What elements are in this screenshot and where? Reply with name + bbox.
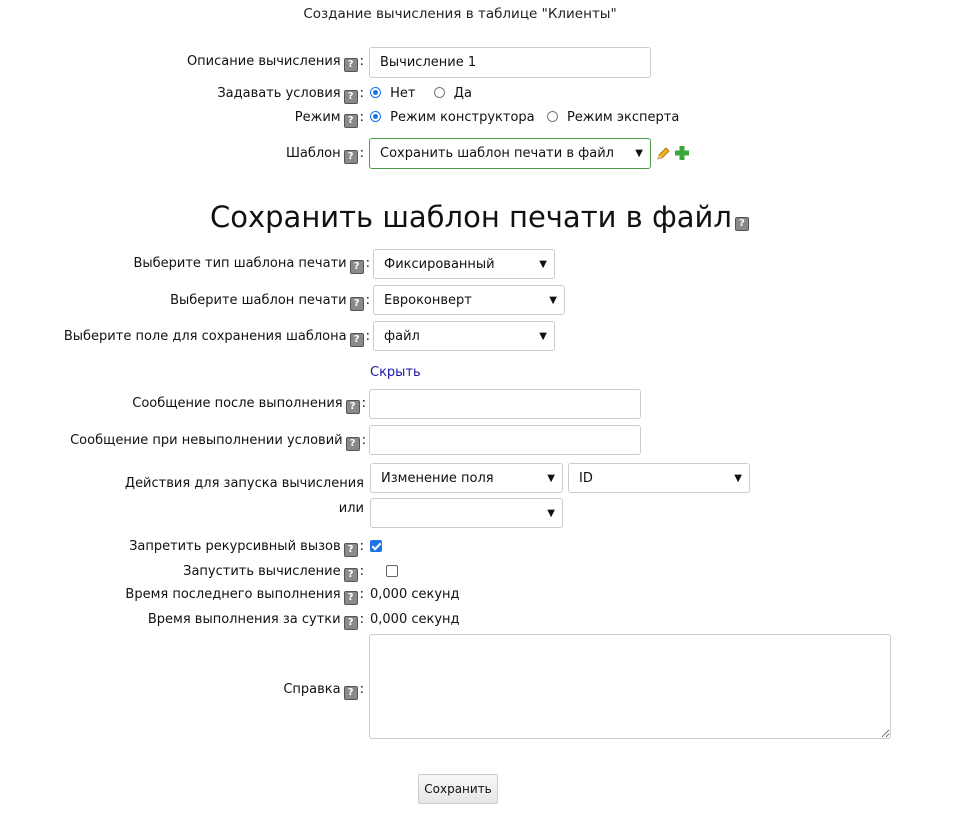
print-template-label-row: Выберите шаблон печати ? : [170,293,370,309]
msg-after-label-row: Сообщение после выполнения ? : [132,396,366,412]
page-title: Создание вычисления в таблице "Клиенты" [303,6,617,22]
print-template-select[interactable] [373,285,565,315]
description-label-row: Описание вычисления ? : [186,54,364,70]
no-recursive-checkbox[interactable] [370,540,382,552]
save-button[interactable]: Сохранить [418,774,498,804]
hide-link[interactable]: Скрыть [370,365,421,380]
trigger-second-select[interactable] [370,498,563,528]
day-time-label: Время выполнения за сутки [147,612,341,627]
help-icon[interactable]: ? [350,333,364,347]
print-type-label: Выберите тип шаблона печати [133,256,347,271]
mode-radio-group [370,110,679,125]
print-type-value: Фиксированный [384,256,495,272]
last-time-label: Время последнего выполнения [125,587,341,602]
msg-fail-label-row: Сообщение при невыполнении условий ? : [70,433,366,449]
trigger-action-select[interactable] [370,463,563,493]
help-icon[interactable]: ? [344,591,358,605]
no-recursive-label-row: Запретить рекурсивный вызов ? : [129,539,364,555]
day-time-label-row: Время выполнения за сутки ? : [147,612,364,628]
trigger-field-value: ID [579,470,593,486]
no-recursive-label: Запретить рекурсивный вызов [129,539,341,554]
msg-fail-input[interactable] [369,425,641,455]
trigger-action-value: Изменение поля [381,470,494,486]
help-icon[interactable]: ? [344,90,358,104]
mode-constructor-radio[interactable] [370,111,381,122]
chevron-down-icon: ▼ [539,330,547,342]
help-icon[interactable]: ? [344,58,358,72]
help-icon[interactable]: ? [350,297,364,311]
trigger-field-select[interactable] [568,463,750,493]
last-time-label-row: Время последнего выполнения ? : [125,587,364,603]
save-field-label-row: Выберите поле для сохранения шаблона ? : [63,329,370,345]
print-type-label-row: Выберите тип шаблона печати ? : [133,256,370,272]
print-template-label: Выберите шаблон печати [170,293,347,308]
help-icon[interactable]: ? [344,616,358,630]
run-calc-label-row: Запустить вычисление ? : [183,564,364,580]
chevron-down-icon: ▼ [734,472,742,484]
msg-after-label: Сообщение после выполнения [132,396,343,411]
mode-label-row: Режим ? : [294,110,364,126]
description-label: Описание вычисления [186,54,341,69]
or-label: или [338,501,364,516]
help-text-label-row: Справка ? : [283,682,364,698]
help-icon[interactable]: ? [344,114,358,128]
chevron-down-icon: ▼ [547,472,555,484]
help-icon[interactable]: ? [735,217,749,231]
description-input[interactable] [369,47,651,78]
conditions-no-radio[interactable] [370,87,381,98]
template-label-row: Шаблон ? : [285,146,364,162]
run-calc-label: Запустить вычисление [183,564,341,579]
plus-icon[interactable] [674,145,690,161]
template-label: Шаблон [285,146,341,161]
pencil-icon[interactable] [655,146,671,162]
help-icon[interactable]: ? [344,543,358,557]
help-icon[interactable]: ? [346,400,360,414]
chevron-down-icon: ▼ [635,148,643,159]
mode-label: Режим [294,110,341,125]
help-icon[interactable]: ? [344,150,358,164]
help-textarea[interactable] [369,634,891,739]
conditions-label: Задавать условия [217,86,341,101]
conditions-yes-label[interactable]: Да [453,86,472,101]
conditions-no-label[interactable]: Нет [390,86,416,101]
mode-expert-radio[interactable] [547,111,558,122]
template-select-value: Сохранить шаблон печати в файл [380,146,614,161]
chevron-down-icon: ▼ [547,507,555,519]
save-field-label: Выберите поле для сохранения шаблона [63,329,347,344]
print-template-value: Евроконверт [384,292,472,308]
section-title: Сохранить шаблон печати в файл ? [210,200,749,234]
mode-expert-label[interactable]: Режим эксперта [566,110,680,125]
conditions-radio-group [370,86,472,101]
last-time-value: 0,000 секунд [370,587,460,602]
triggers-label: Действия для запуска вычисления [124,476,364,491]
run-calc-checkbox[interactable] [386,565,398,577]
help-icon[interactable]: ? [344,686,358,700]
help-icon[interactable]: ? [344,568,358,582]
help-icon[interactable]: ? [346,437,360,451]
conditions-label-row: Задавать условия ? : [217,86,364,102]
print-type-select[interactable] [373,249,555,279]
save-field-select[interactable] [373,321,555,351]
help-icon[interactable]: ? [350,260,364,274]
msg-after-input[interactable] [369,389,641,419]
day-time-value: 0,000 секунд [370,612,460,627]
chevron-down-icon: ▼ [539,258,547,270]
help-text-label: Справка [283,682,341,697]
mode-constructor-label[interactable]: Режим конструктора [390,110,535,125]
save-field-value: файл [384,328,420,344]
msg-fail-label: Сообщение при невыполнении условий [70,433,343,448]
chevron-down-icon: ▼ [549,294,557,306]
conditions-yes-radio[interactable] [434,87,445,98]
template-select[interactable] [369,138,651,169]
